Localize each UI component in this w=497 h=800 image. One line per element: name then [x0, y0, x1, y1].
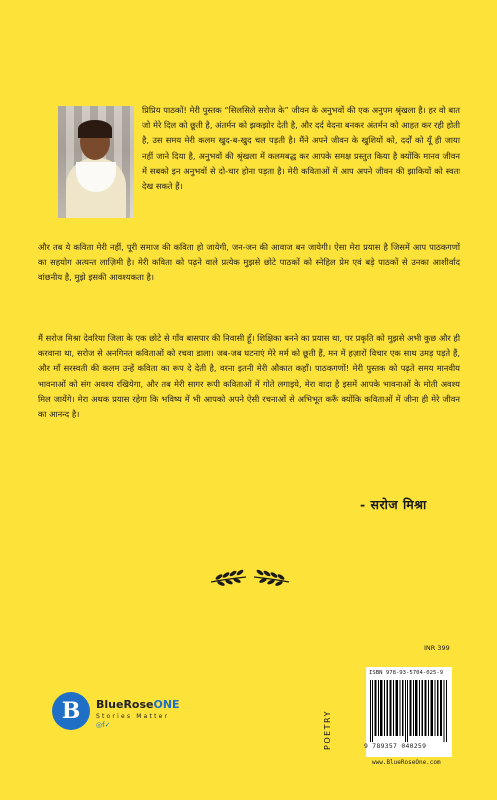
bluerose-logo-icon: B — [52, 692, 90, 730]
isbn-text: ISBN 978-93-5704-025-9 — [369, 670, 444, 676]
second-paragraph: और तब ये कविता मेरी नहीं, पूरी समाज की कविता हो जायेगी, जन-जन की आवाज बन जायेगी। ऐसा मेरा प्रयास है जिसमें आप पाठकगणों का सहयोग अत्यन्त लाज़िमी है। मेरी कविता को पढ़ने वाले प्रत्येक मुझसे छोटे पाठकों को स्नेहिल प्रेम एवं बड़े पाठकों से उनका आशीर्वाद वांछनीय है, मुझे इसकी आवश्यकता है। — [38, 242, 460, 283]
intro-paragraph: प्रिप्रिय पाठकों! मेरी पुस्तक “सिलसिले सरोज के” जीवन के अनुभवों की एक अनुपम श्रृंखला है। हर वो बात जो मेरे दिल को छूती है, अंतर्मन को झकझोर देती है, और दर्द वेदना बनकर अंतर्मन को आहत कर रही होती है, उस समय मेरी कलम खुद-ब-खुद चल पड़ती है। मैंने अपने जीवन के खुशियों को, दर्दों को यूँ ही जाया नहीं जाने दिया है, अनुभवों की श्रृंखला में कलमबद्ध कर आपके समक्ष प्रस्तुत किया है क्योंकि मानव जीवन में सबको इन अनुभवों से दो-चार होना पड़ता है। मेरी कविताओं में आप अपने जीवन की झाकियों को स्वतः देख सकते हैं। — [142, 105, 460, 192]
price-label: INR 399 — [424, 644, 450, 652]
laurel-ornament-icon — [209, 565, 291, 587]
publisher-tagline: Stories Matter — [96, 713, 170, 720]
author-bio-paragraph: मैं सरोज मिश्रा देवरिया जिला के एक छोटे से गाँव बासपार की निवासी हूँ। शिक्षिका बनने का प्रयास था, पर प्रकृति को मुझसे अभी कुछ और ही करवाना था, सरोज से अनगिनत कविताओं को रचवा डाला। जब-जब घटनाएं मेरे मर्म को छूती हैं, मन में हज़ारों विचार एक साथ उमड़ पड़ते हैं, और माँ सरस्वती की कलम उन्हें कविता का रूप दे देती है, वरना इतनी मेरी औकात कहाँ। पाठकगणों! मेरी पुस्तक को पढ़ते समय मानवीय भावनाओं को संग अवश्य रखियेगा, और तब मेरी सागर रूपी कविताओं में गोते लगाइये, मेरा वादा है इसमें आपके भावनाओं के मोती अवश्य मिल जायेंगे। मेरा अथक प्रयास रहेगा कि भविष्य में भी आपको अपने ऐसी रचनाओं से अभिभूत करूँ क्योंकि कविताओं में जीना ही मेरे जीवन का आनन्द है। — [38, 333, 460, 420]
publisher-name: BlueRoseONE — [96, 698, 180, 711]
genre-label: POETRY — [323, 710, 332, 750]
website-url: www.BlueRoseOne.com — [372, 759, 441, 766]
barcode-icon — [370, 680, 448, 742]
author-photo — [58, 106, 134, 218]
author-signature: - सरोज मिश्रा — [360, 497, 427, 512]
barcode-number: 9 789357 040259 — [364, 742, 427, 750]
social-icons: ◎f✓ — [96, 721, 111, 729]
